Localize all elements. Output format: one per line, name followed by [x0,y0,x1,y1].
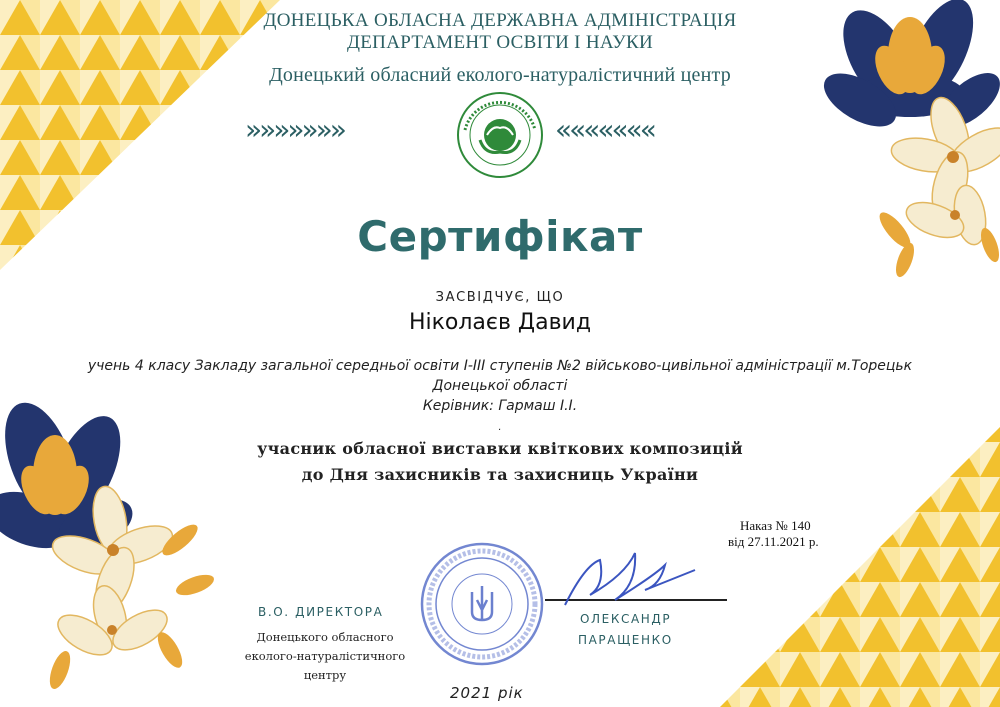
signatory-org-2: еколого-натуралістичного [244,649,406,663]
signatory-org-1: Донецького обласного [256,630,394,644]
trident-icon [472,586,492,620]
official-stamp [418,540,546,668]
signatory-first-name: ОЛЕКСАНДР [580,612,672,626]
recipient-supervisor: Керівник: Гармаш І.І. [422,398,578,414]
achievement-line-2: до Дня захисників та захисниць України [301,465,699,484]
signatory-last-name: ПАРАЩЕНКО [578,633,673,647]
center-logo [455,90,545,180]
recipient-name: Ніколаєв Давид [408,310,592,335]
header-center-name: Донецький обласний еколого-натуралістичний центр [269,64,731,86]
header-administration: ДОНЕЦЬКА ОБЛАСНА ДЕРЖАВНА АДМІНІСТРАЦІЯ [263,10,737,31]
order-date: від 27.11.2021 р. [728,534,819,549]
chevrons-left-icon: ««««««« [555,113,654,146]
certificate-year: 2021 рік [450,684,524,702]
recipient-school: учень 4 класу Закладу загальної середньої освіти І-ІІІ ступенів №2 військово-цивільної адміністрації м.Торецьк [87,358,913,374]
chevrons-right-icon: »»»»»»» [245,113,344,146]
order-number: Наказ № 140 [740,518,811,533]
director-signature [545,545,735,615]
separator-dot: . [498,422,502,433]
certificate-title: Сертифікат [357,212,643,261]
signatory-org-3: центру [303,668,347,682]
signatory-position: В.О. ДИРЕКТОРА [258,605,384,619]
certifies-label: ЗАСВІДЧУЄ, ЩО [435,290,565,305]
achievement-line-1: учасник обласної виставки квіткових композицій [257,439,743,458]
header-department: ДЕПАРТАМЕНТ ОСВІТИ І НАУКИ [347,32,653,53]
recipient-region: Донецької області [432,378,568,394]
globe-hands-icon [484,119,516,151]
